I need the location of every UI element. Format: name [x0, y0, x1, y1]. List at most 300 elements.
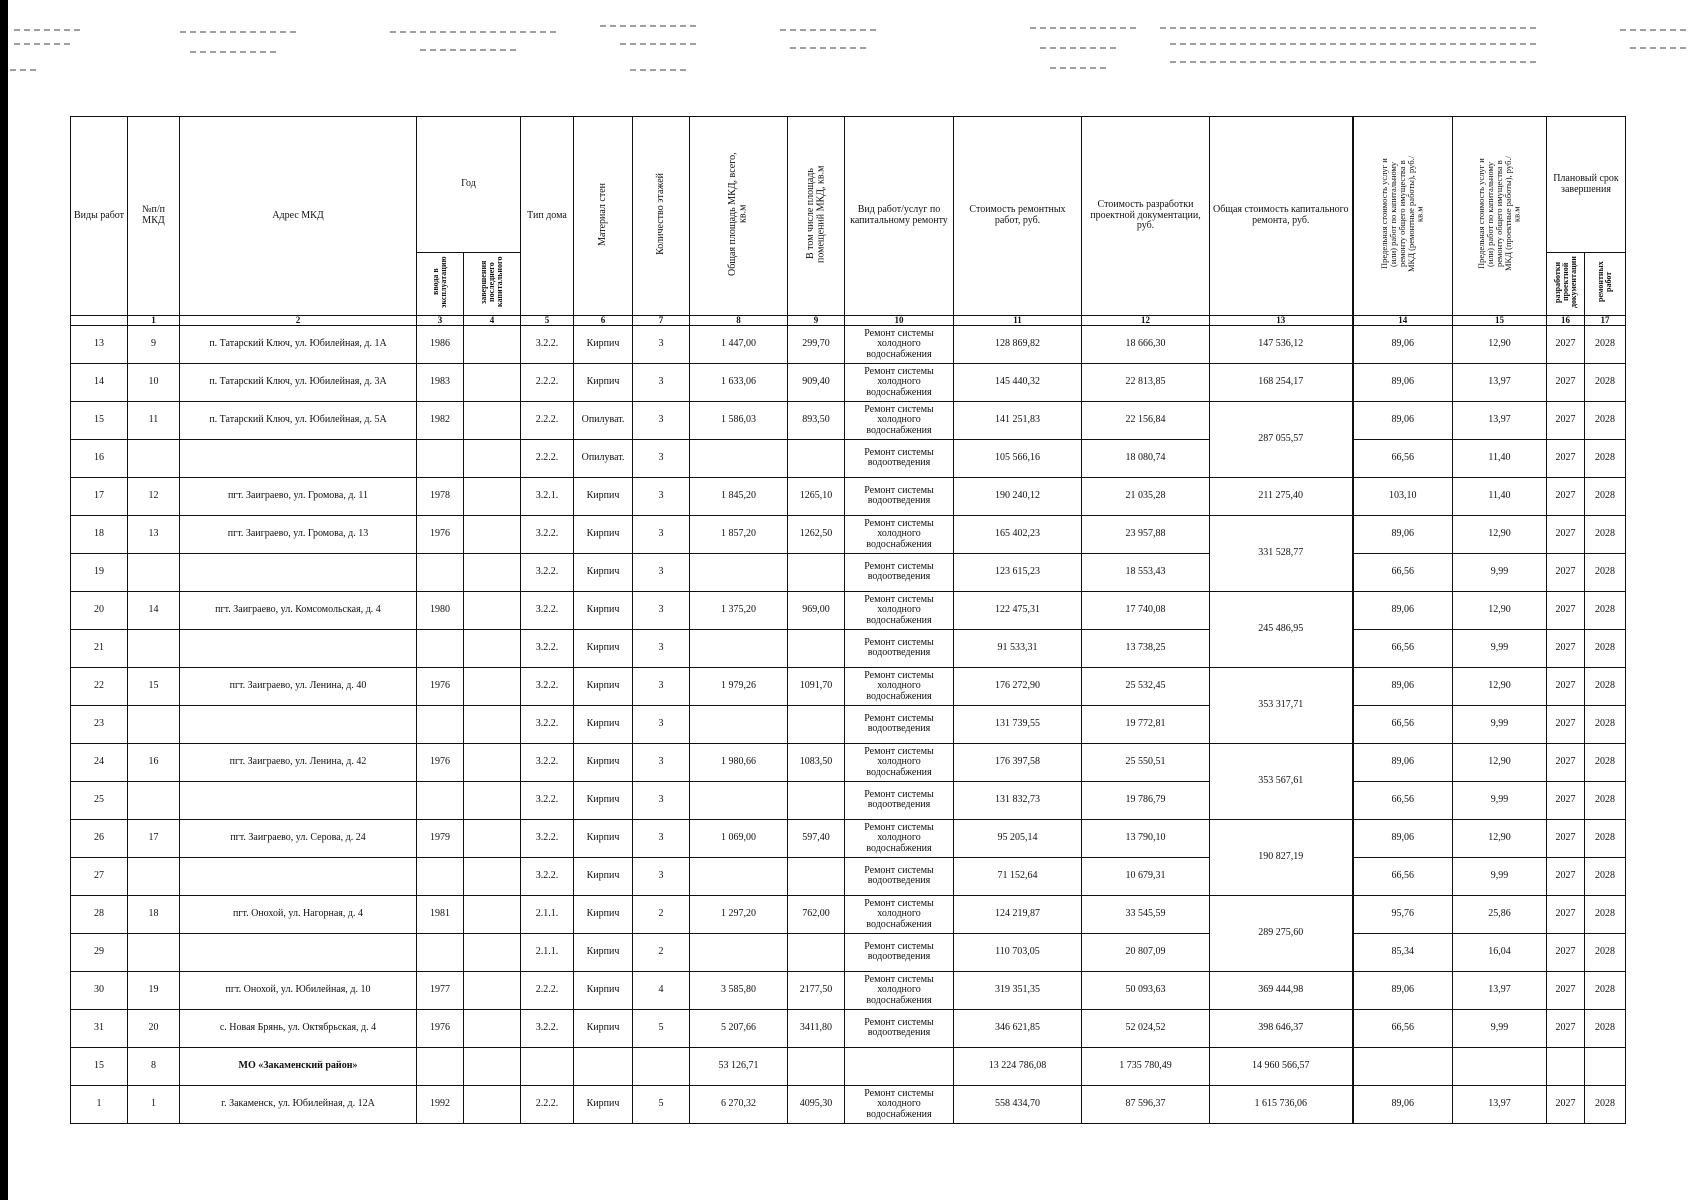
- total-area-cell: 1 069,00: [690, 819, 788, 857]
- commission-year-cell: 1976: [417, 1009, 464, 1047]
- wall-material-cell: Кирпич: [574, 743, 633, 781]
- commission-year-cell: [417, 857, 464, 895]
- repair-cost-cell: 141 251,83: [954, 401, 1082, 439]
- faded-header-text: [0, 0, 1698, 90]
- mkd-number-cell: [128, 781, 180, 819]
- limit-design-cell: 13,97: [1453, 971, 1547, 1009]
- floors-cell: 5: [633, 1085, 690, 1123]
- column-number: 4: [464, 315, 521, 325]
- design-cost-cell: 25 550,51: [1082, 743, 1210, 781]
- work-kind-cell: Ремонт системы холодного водоснабжения: [845, 819, 954, 857]
- deadline-repair-cell: 2028: [1585, 401, 1626, 439]
- table-row: [71, 1009, 1626, 1047]
- mkd-number-cell: 18: [128, 895, 180, 933]
- header-work-type: Виды работ: [71, 117, 128, 316]
- column-number: 3: [417, 315, 464, 325]
- work-kind-cell: Ремонт системы холодного водоснабжения: [845, 401, 954, 439]
- floors-cell: 3: [633, 401, 690, 439]
- repair-cost-cell: 176 397,58: [954, 743, 1082, 781]
- table-row: [71, 667, 1626, 705]
- premises-area-cell: 762,00: [788, 895, 845, 933]
- total-cost-cell: 369 444,98: [1210, 971, 1353, 1009]
- deadline-design-cell: 2027: [1547, 971, 1585, 1009]
- deadline-repair-cell: 2028: [1585, 1009, 1626, 1047]
- deadline-repair-cell: 2028: [1585, 819, 1626, 857]
- house-type-cell: 3.2.2.: [521, 857, 574, 895]
- deadline-repair-cell: 2028: [1585, 857, 1626, 895]
- deadline-design-cell: [1547, 1047, 1585, 1085]
- deadline-repair-cell: 2028: [1585, 895, 1626, 933]
- mkd-number-cell: 9: [128, 325, 180, 363]
- total-area-cell: 1 633,06: [690, 363, 788, 401]
- total-area-cell: 1 845,20: [690, 477, 788, 515]
- limit-repair-cell: 89,06: [1353, 363, 1453, 401]
- table-row: [71, 401, 1626, 439]
- design-cost-cell: 1 735 780,49: [1082, 1047, 1210, 1085]
- column-number: 17: [1585, 315, 1626, 325]
- header-total-cost: Общая стоимость капитального ремонта, руб.: [1210, 117, 1353, 316]
- wall-material-cell: Кирпич: [574, 895, 633, 933]
- total-cost-cell: 287 055,57: [1210, 401, 1353, 477]
- premises-area-cell: 2177,50: [788, 971, 845, 1009]
- mkd-number-cell: 14: [128, 591, 180, 629]
- house-type-cell: 3.2.2.: [521, 629, 574, 667]
- limit-design-cell: 13,97: [1453, 363, 1547, 401]
- repair-cost-cell: 145 440,32: [954, 363, 1082, 401]
- table-row: [71, 325, 1626, 363]
- work-kind-cell: Ремонт системы водоотведения: [845, 933, 954, 971]
- design-cost-cell: 52 024,52: [1082, 1009, 1210, 1047]
- commission-year-cell: [417, 553, 464, 591]
- last-repair-year-cell: [464, 743, 521, 781]
- limit-design-cell: 9,99: [1453, 553, 1547, 591]
- work-type-cell: 16: [71, 439, 128, 477]
- commission-year-cell: 1976: [417, 743, 464, 781]
- commission-year-cell: 1980: [417, 591, 464, 629]
- mkd-number-cell: [128, 705, 180, 743]
- address-cell: пгт. Заиграево, ул. Громова, д. 11: [180, 477, 417, 515]
- table-row: [71, 515, 1626, 553]
- deadline-design-cell: 2027: [1547, 591, 1585, 629]
- design-cost-cell: 19 786,79: [1082, 781, 1210, 819]
- work-kind-cell: Ремонт системы водоотведения: [845, 705, 954, 743]
- mkd-number-cell: [128, 553, 180, 591]
- commission-year-cell: 1977: [417, 971, 464, 1009]
- house-type-cell: 2.1.1.: [521, 933, 574, 971]
- header-deadline: Плановый срок завершения: [1547, 117, 1626, 253]
- wall-material-cell: Кирпич: [574, 781, 633, 819]
- work-kind-cell: Ремонт системы водоотведения: [845, 553, 954, 591]
- commission-year-cell: 1979: [417, 819, 464, 857]
- total-cost-cell: 211 275,40: [1210, 477, 1353, 515]
- total-cost-cell: 190 827,19: [1210, 819, 1353, 895]
- total-area-cell: [690, 439, 788, 477]
- limit-design-cell: 13,97: [1453, 401, 1547, 439]
- work-type-cell: 31: [71, 1009, 128, 1047]
- address-cell: пгт. Заиграево, ул. Ленина, д. 40: [180, 667, 417, 705]
- repair-cost-cell: 319 351,35: [954, 971, 1082, 1009]
- limit-repair-cell: 66,56: [1353, 1009, 1453, 1047]
- limit-repair-cell: 89,06: [1353, 819, 1453, 857]
- floors-cell: 5: [633, 1009, 690, 1047]
- mkd-number-cell: 11: [128, 401, 180, 439]
- work-type-cell: 15: [71, 1047, 128, 1085]
- capital-repair-table: [70, 116, 1626, 1124]
- deadline-repair-cell: 2028: [1585, 743, 1626, 781]
- premises-area-cell: 4095,30: [788, 1085, 845, 1123]
- mkd-number-cell: 15: [128, 667, 180, 705]
- deadline-repair-cell: 2028: [1585, 591, 1626, 629]
- work-kind-cell: Ремонт системы водоотведения: [845, 439, 954, 477]
- premises-area-cell: [788, 781, 845, 819]
- limit-design-cell: 12,90: [1453, 325, 1547, 363]
- premises-area-cell: 1083,50: [788, 743, 845, 781]
- limit-design-cell: 9,99: [1453, 705, 1547, 743]
- design-cost-cell: 22 813,85: [1082, 363, 1210, 401]
- wall-material-cell: Кирпич: [574, 591, 633, 629]
- house-type-cell: 3.2.2.: [521, 553, 574, 591]
- deadline-repair-cell: 2028: [1585, 439, 1626, 477]
- work-type-cell: 21: [71, 629, 128, 667]
- floors-cell: 3: [633, 439, 690, 477]
- design-cost-cell: 23 957,88: [1082, 515, 1210, 553]
- wall-material-cell: Кирпич: [574, 515, 633, 553]
- work-type-cell: 24: [71, 743, 128, 781]
- work-type-cell: 1: [71, 1085, 128, 1123]
- limit-design-cell: 12,90: [1453, 667, 1547, 705]
- design-cost-cell: 20 807,09: [1082, 933, 1210, 971]
- column-number: 2: [180, 315, 417, 325]
- total-cost-cell: 14 960 566,57: [1210, 1047, 1353, 1085]
- deadline-repair-cell: 2028: [1585, 971, 1626, 1009]
- total-cost-cell: 168 254,17: [1210, 363, 1353, 401]
- floors-cell: 3: [633, 857, 690, 895]
- commission-year-cell: 1992: [417, 1085, 464, 1123]
- work-kind-cell: Ремонт системы холодного водоснабжения: [845, 743, 954, 781]
- column-number-row: [71, 315, 1626, 325]
- last-repair-year-cell: [464, 667, 521, 705]
- wall-material-cell: Кирпич: [574, 933, 633, 971]
- table-row: [71, 439, 1626, 477]
- limit-design-cell: 9,99: [1453, 629, 1547, 667]
- design-cost-cell: 19 772,81: [1082, 705, 1210, 743]
- premises-area-cell: [788, 439, 845, 477]
- design-cost-cell: 50 093,63: [1082, 971, 1210, 1009]
- wall-material-cell: Кирпич: [574, 819, 633, 857]
- deadline-design-cell: 2027: [1547, 895, 1585, 933]
- deadline-design-cell: 2027: [1547, 743, 1585, 781]
- header-year-commission: ввода в эксплуатацию: [417, 253, 464, 316]
- premises-area-cell: [788, 857, 845, 895]
- repair-cost-cell: 91 533,31: [954, 629, 1082, 667]
- total-cost-cell: 289 275,60: [1210, 895, 1353, 971]
- address-cell: пгт. Заиграево, ул. Громова, д. 13: [180, 515, 417, 553]
- total-area-cell: 1 375,20: [690, 591, 788, 629]
- work-kind-cell: Ремонт системы водоотведения: [845, 1009, 954, 1047]
- mkd-number-cell: [128, 629, 180, 667]
- floors-cell: 3: [633, 629, 690, 667]
- commission-year-cell: 1982: [417, 401, 464, 439]
- mkd-number-cell: 12: [128, 477, 180, 515]
- column-number: 6: [574, 315, 633, 325]
- mkd-number-cell: [128, 439, 180, 477]
- header-work-kind: Вид работ/услуг по капитальному ремонту: [845, 117, 954, 316]
- header-design-cost: Стоимость разработки проектной документации, руб.: [1082, 117, 1210, 316]
- total-cost-cell: 245 486,95: [1210, 591, 1353, 667]
- house-type-cell: 3.2.2.: [521, 667, 574, 705]
- commission-year-cell: [417, 629, 464, 667]
- total-cost-cell: 331 528,77: [1210, 515, 1353, 591]
- limit-repair-cell: 89,06: [1353, 515, 1453, 553]
- address-cell: [180, 629, 417, 667]
- wall-material-cell: Кирпич: [574, 1009, 633, 1047]
- premises-area-cell: 3411,80: [788, 1009, 845, 1047]
- house-type-cell: 3.2.1.: [521, 477, 574, 515]
- last-repair-year-cell: [464, 591, 521, 629]
- premises-area-cell: 299,70: [788, 325, 845, 363]
- work-type-cell: 29: [71, 933, 128, 971]
- work-kind-cell: Ремонт системы водоотведения: [845, 477, 954, 515]
- repair-cost-cell: 128 869,82: [954, 325, 1082, 363]
- limit-repair-cell: 85,34: [1353, 933, 1453, 971]
- deadline-design-cell: 2027: [1547, 515, 1585, 553]
- deadline-repair-cell: 2028: [1585, 325, 1626, 363]
- repair-cost-cell: 123 615,23: [954, 553, 1082, 591]
- wall-material-cell: Кирпич: [574, 477, 633, 515]
- column-number: 12: [1082, 315, 1210, 325]
- house-type-cell: 3.2.2.: [521, 705, 574, 743]
- wall-material-cell: Кирпич: [574, 857, 633, 895]
- design-cost-cell: 10 679,31: [1082, 857, 1210, 895]
- house-type-cell: 2.2.2.: [521, 401, 574, 439]
- deadline-design-cell: 2027: [1547, 363, 1585, 401]
- deadline-repair-cell: 2028: [1585, 515, 1626, 553]
- mkd-number-cell: 16: [128, 743, 180, 781]
- table-row: [71, 629, 1626, 667]
- deadline-design-cell: 2027: [1547, 629, 1585, 667]
- deadline-repair-cell: [1585, 1047, 1626, 1085]
- house-type-cell: 2.2.2.: [521, 363, 574, 401]
- deadline-repair-cell: 2028: [1585, 553, 1626, 591]
- header-year-last-repair: завершения последнего капитального: [464, 253, 521, 316]
- header-house-type: Тип дома: [521, 117, 574, 316]
- header-year: Год: [417, 117, 521, 253]
- mkd-number-cell: 8: [128, 1047, 180, 1085]
- commission-year-cell: [417, 933, 464, 971]
- premises-area-cell: [788, 629, 845, 667]
- address-cell: с. Новая Брянь, ул. Октябрьская, д. 4: [180, 1009, 417, 1047]
- mkd-number-cell: 17: [128, 819, 180, 857]
- deadline-design-cell: 2027: [1547, 933, 1585, 971]
- limit-repair-cell: 66,56: [1353, 439, 1453, 477]
- wall-material-cell: Кирпич: [574, 553, 633, 591]
- total-area-cell: [690, 629, 788, 667]
- premises-area-cell: 597,40: [788, 819, 845, 857]
- address-cell: [180, 439, 417, 477]
- repair-cost-cell: 95 205,14: [954, 819, 1082, 857]
- address-cell: [180, 553, 417, 591]
- work-type-cell: 28: [71, 895, 128, 933]
- address-cell: пгт. Онохой, ул. Юбилейная, д. 10: [180, 971, 417, 1009]
- wall-material-cell: Кирпич: [574, 705, 633, 743]
- deadline-repair-cell: 2028: [1585, 477, 1626, 515]
- deadline-design-cell: 2027: [1547, 819, 1585, 857]
- house-type-cell: 2.2.2.: [521, 439, 574, 477]
- design-cost-cell: 22 156,84: [1082, 401, 1210, 439]
- floors-cell: 2: [633, 895, 690, 933]
- limit-design-cell: 16,04: [1453, 933, 1547, 971]
- work-type-cell: 14: [71, 363, 128, 401]
- last-repair-year-cell: [464, 705, 521, 743]
- column-number: 10: [845, 315, 954, 325]
- deadline-design-cell: 2027: [1547, 1009, 1585, 1047]
- limit-repair-cell: 66,56: [1353, 781, 1453, 819]
- floors-cell: 3: [633, 743, 690, 781]
- floors-cell: 4: [633, 971, 690, 1009]
- limit-repair-cell: 89,06: [1353, 971, 1453, 1009]
- house-type-cell: 3.2.2.: [521, 515, 574, 553]
- limit-design-cell: 12,90: [1453, 515, 1547, 553]
- limit-repair-cell: 89,06: [1353, 743, 1453, 781]
- floors-cell: 2: [633, 933, 690, 971]
- limit-design-cell: 11,40: [1453, 477, 1547, 515]
- limit-repair-cell: 89,06: [1353, 667, 1453, 705]
- premises-area-cell: [788, 933, 845, 971]
- total-area-cell: 53 126,71: [690, 1047, 788, 1085]
- limit-design-cell: 12,90: [1453, 743, 1547, 781]
- column-number: 14: [1353, 315, 1453, 325]
- column-number: 16: [1547, 315, 1585, 325]
- last-repair-year-cell: [464, 1009, 521, 1047]
- deadline-repair-cell: 2028: [1585, 781, 1626, 819]
- address-cell: МО «Закаменский район»: [180, 1047, 417, 1085]
- limit-repair-cell: 95,76: [1353, 895, 1453, 933]
- address-cell: [180, 933, 417, 971]
- work-type-cell: 13: [71, 325, 128, 363]
- column-number: 1: [128, 315, 180, 325]
- premises-area-cell: 1262,50: [788, 515, 845, 553]
- repair-cost-cell: 124 219,87: [954, 895, 1082, 933]
- design-cost-cell: 87 596,37: [1082, 1085, 1210, 1123]
- house-type-cell: 2.2.2.: [521, 971, 574, 1009]
- design-cost-cell: 13 738,25: [1082, 629, 1210, 667]
- limit-design-cell: 13,97: [1453, 1085, 1547, 1123]
- total-area-cell: [690, 933, 788, 971]
- table-row: [71, 895, 1626, 933]
- work-kind-cell: Ремонт системы холодного водоснабжения: [845, 515, 954, 553]
- total-area-cell: 6 270,32: [690, 1085, 788, 1123]
- total-area-cell: 3 585,80: [690, 971, 788, 1009]
- work-kind-cell: Ремонт системы водоотведения: [845, 857, 954, 895]
- design-cost-cell: 25 532,45: [1082, 667, 1210, 705]
- house-type-cell: 3.2.2.: [521, 743, 574, 781]
- deadline-design-cell: 2027: [1547, 553, 1585, 591]
- limit-design-cell: 9,99: [1453, 1009, 1547, 1047]
- repair-cost-cell: 71 152,64: [954, 857, 1082, 895]
- floors-cell: 3: [633, 363, 690, 401]
- wall-material-cell: Кирпич: [574, 667, 633, 705]
- last-repair-year-cell: [464, 515, 521, 553]
- wall-material-cell: Кирпич: [574, 363, 633, 401]
- address-cell: пгт. Заиграево, ул. Серова, д. 24: [180, 819, 417, 857]
- work-type-cell: 17: [71, 477, 128, 515]
- mkd-number-cell: [128, 857, 180, 895]
- deadline-repair-cell: 2028: [1585, 667, 1626, 705]
- deadline-repair-cell: 2028: [1585, 705, 1626, 743]
- commission-year-cell: 1986: [417, 325, 464, 363]
- house-type-cell: 3.2.2.: [521, 819, 574, 857]
- limit-repair-cell: 89,06: [1353, 325, 1453, 363]
- commission-year-cell: [417, 439, 464, 477]
- commission-year-cell: [417, 781, 464, 819]
- wall-material-cell: Кирпич: [574, 971, 633, 1009]
- deadline-design-cell: 2027: [1547, 781, 1585, 819]
- mkd-number-cell: 20: [128, 1009, 180, 1047]
- work-type-cell: 26: [71, 819, 128, 857]
- column-number: 7: [633, 315, 690, 325]
- total-cost-cell: 353 567,61: [1210, 743, 1353, 819]
- work-type-cell: 23: [71, 705, 128, 743]
- premises-area-cell: 1265,10: [788, 477, 845, 515]
- last-repair-year-cell: [464, 857, 521, 895]
- total-area-cell: [690, 705, 788, 743]
- premises-area-cell: [788, 705, 845, 743]
- work-type-cell: 18: [71, 515, 128, 553]
- table-row: [71, 743, 1626, 781]
- limit-design-cell: [1453, 1047, 1547, 1085]
- work-type-cell: 25: [71, 781, 128, 819]
- address-cell: [180, 857, 417, 895]
- deadline-design-cell: 2027: [1547, 857, 1585, 895]
- limit-repair-cell: 66,56: [1353, 629, 1453, 667]
- mkd-number-cell: 10: [128, 363, 180, 401]
- column-number: 15: [1453, 315, 1547, 325]
- last-repair-year-cell: [464, 439, 521, 477]
- commission-year-cell: 1978: [417, 477, 464, 515]
- table-row: [71, 591, 1626, 629]
- limit-design-cell: 12,90: [1453, 591, 1547, 629]
- table-row: [71, 553, 1626, 591]
- premises-area-cell: 1091,70: [788, 667, 845, 705]
- address-cell: г. Закаменск, ул. Юбилейная, д. 12А: [180, 1085, 417, 1123]
- mkd-number-cell: 13: [128, 515, 180, 553]
- last-repair-year-cell: [464, 971, 521, 1009]
- deadline-design-cell: 2027: [1547, 401, 1585, 439]
- work-kind-cell: [845, 1047, 954, 1085]
- deadline-design-cell: 2027: [1547, 477, 1585, 515]
- wall-material-cell: Опилуват.: [574, 401, 633, 439]
- house-type-cell: 2.2.2.: [521, 1085, 574, 1123]
- table-row: [71, 819, 1626, 857]
- table-row: [71, 477, 1626, 515]
- wall-material-cell: Кирпич: [574, 629, 633, 667]
- address-cell: п. Татарский Ключ, ул. Юбилейная, д. 1А: [180, 325, 417, 363]
- work-kind-cell: Ремонт системы холодного водоснабжения: [845, 971, 954, 1009]
- total-area-cell: 1 979,26: [690, 667, 788, 705]
- house-type-cell: 3.2.2.: [521, 1009, 574, 1047]
- work-kind-cell: Ремонт системы водоотведения: [845, 781, 954, 819]
- work-type-cell: 20: [71, 591, 128, 629]
- column-number: 5: [521, 315, 574, 325]
- last-repair-year-cell: [464, 363, 521, 401]
- floors-cell: 3: [633, 819, 690, 857]
- column-number: 13: [1210, 315, 1353, 325]
- work-type-cell: 30: [71, 971, 128, 1009]
- premises-area-cell: 969,00: [788, 591, 845, 629]
- wall-material-cell: Кирпич: [574, 1085, 633, 1123]
- deadline-design-cell: 2027: [1547, 325, 1585, 363]
- deadline-repair-cell: 2028: [1585, 933, 1626, 971]
